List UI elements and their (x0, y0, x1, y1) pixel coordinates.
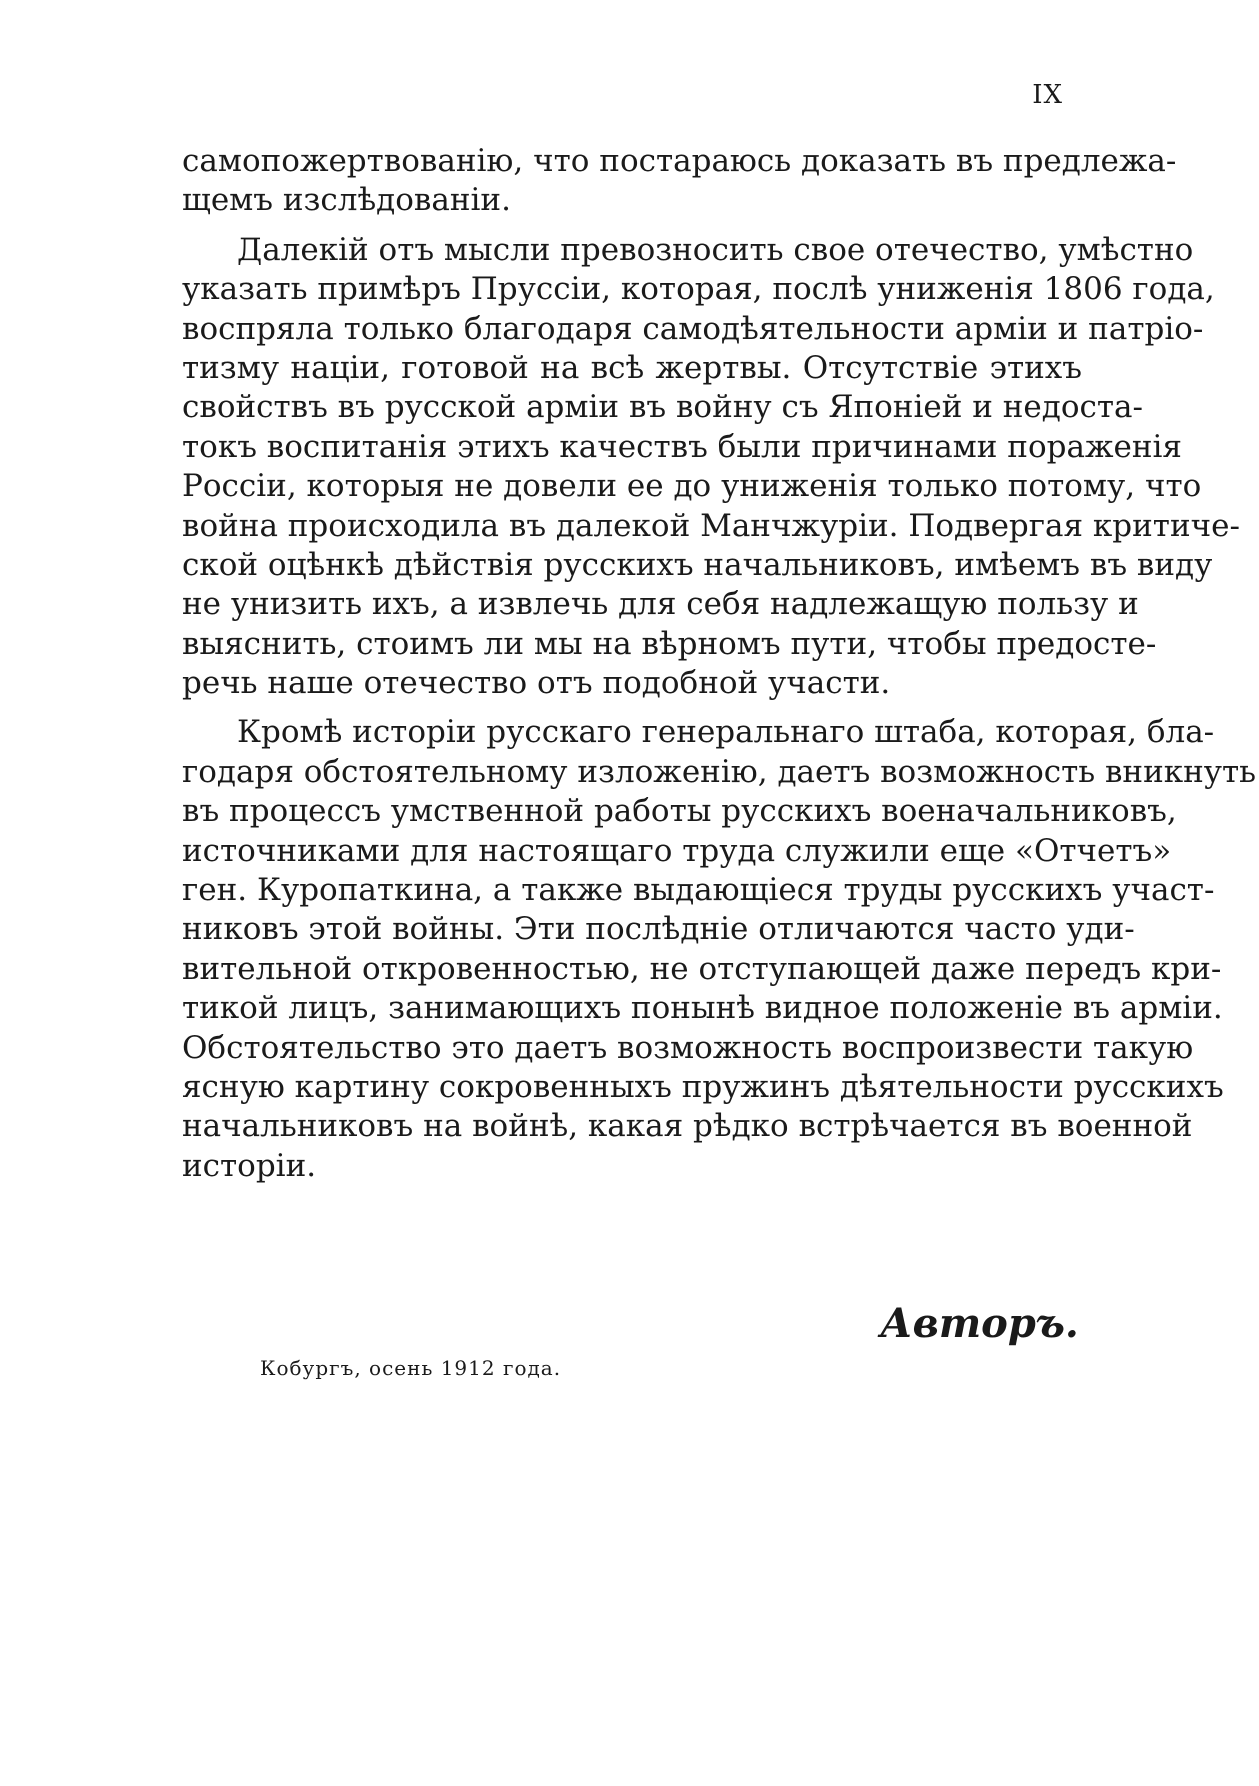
paragraph (182, 713, 1257, 1186)
text-line: никовъ этой войны. Эти послѣдніе отличаются часто уди- (182, 911, 1135, 948)
text-line: Россіи, которыя не довели ее до униженія только потому, что (182, 468, 1202, 505)
text-line: воспряла только благодаря самодѣятельности арміи и патріо- (182, 310, 1204, 347)
page-number: IX (1032, 80, 1063, 110)
text-line: речь наше отечество отъ подобной участи. (182, 665, 891, 702)
text-line: исторіи. (182, 1147, 317, 1184)
text-line: ясную картину сокровенныхъ пружинъ дѣятельности русскихъ (182, 1068, 1224, 1105)
text-line: годаря обстоятельному изложенію, даетъ возможность вникнуть (182, 753, 1257, 790)
text-line: источниками для настоящаго труда служили еще «Отчетъ» (182, 832, 1172, 869)
text-line: въ процессъ умственной работы русскихъ военачальниковъ, (182, 793, 1177, 830)
text-line: война происходила въ далекой Манчжуріи. Подвергая критиче- (182, 507, 1240, 544)
place-date: Кобургъ, осень 1912 года. (260, 1356, 562, 1380)
paragraph (182, 142, 1177, 221)
text-line: ген. Куропаткина, а также выдающіеся труды русскихъ участ- (182, 872, 1215, 909)
text-line: тизму націи, готовой на всѣ жертвы. Отсутствіе этихъ (182, 349, 1082, 386)
text-line: токъ воспитанія этихъ качествъ были причинами пораженія (182, 428, 1182, 465)
text-line: не унизить ихъ, а извлечь для себя надлежащую пользу и (182, 586, 1139, 623)
text-line: вительной откровенностью, не отступающей даже передъ кри- (182, 950, 1222, 987)
text-line: выяснить, стоимъ ли мы на вѣрномъ пути, чтобы предосте- (182, 625, 1157, 662)
body-text (182, 142, 1257, 1196)
text-line: указать примѣръ Пруссіи, которая, послѣ униженія 1806 года, (182, 271, 1215, 308)
text-line: свойствъ въ русской арміи въ войну съ Японіей и недоста- (182, 389, 1143, 426)
text-line: самопожертвованію, что постараюсь доказать въ предлежа- (182, 143, 1177, 179)
author-signature: Авторъ. (880, 1300, 1079, 1347)
text-line: Далекій отъ мысли превозносить свое отечество, умѣстно (237, 231, 1194, 268)
text-line: щемъ изслѣдованіи. (182, 182, 511, 219)
text-line: ской оцѣнкѣ дѣйствія русскихъ начальниковъ, имѣемъ въ виду (182, 546, 1213, 583)
text-line: Обстоятельство это даетъ возможность воспроизвести такую (182, 1029, 1194, 1066)
text-line: тикой лицъ, занимающихъ понынѣ видное положеніе въ арміи. (182, 990, 1223, 1027)
paragraph (182, 231, 1240, 704)
text-line: начальниковъ на войнѣ, какая рѣдко встрѣчается въ военной (182, 1108, 1193, 1145)
text-line: Кромѣ исторіи русскаго генеральнаго штаба, которая, бла- (237, 714, 1215, 751)
